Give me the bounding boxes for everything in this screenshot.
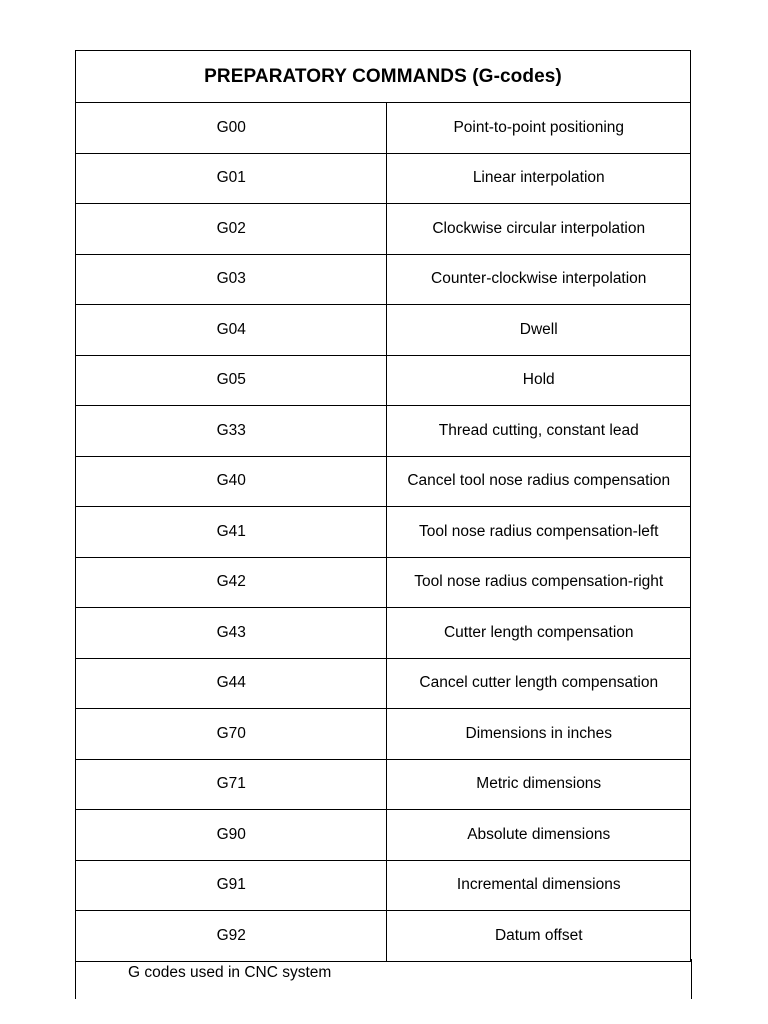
table-row: [76, 305, 691, 356]
g-code-cell: G02: [76, 204, 387, 255]
table-row: [76, 911, 691, 962]
description-cell: Clockwise circular interpolation: [387, 204, 691, 255]
description-cell: Cancel tool nose radius compensation: [387, 456, 691, 507]
description-cell: Tool nose radius compensation-left: [387, 507, 691, 558]
table-row: [76, 709, 691, 760]
table-row: [76, 103, 691, 154]
table-row: [76, 153, 691, 204]
description-cell: Point-to-point positioning: [387, 103, 691, 154]
description-cell: Cutter length compensation: [387, 608, 691, 659]
g-code-cell: G92: [76, 911, 387, 962]
g-code-cell: G01: [76, 153, 387, 204]
table-title: PREPARATORY COMMANDS (G-codes): [76, 51, 691, 103]
g-code-cell: G40: [76, 456, 387, 507]
g-code-cell: G43: [76, 608, 387, 659]
description-cell: Datum offset: [387, 911, 691, 962]
g-codes-table: [75, 50, 691, 962]
description-cell: Hold: [387, 355, 691, 406]
table-row: [76, 608, 691, 659]
description-cell: Dwell: [387, 305, 691, 356]
g-code-cell: G05: [76, 355, 387, 406]
g-code-cell: G03: [76, 254, 387, 305]
description-cell: Incremental dimensions: [387, 860, 691, 911]
table-row: [76, 456, 691, 507]
g-code-cell: G42: [76, 557, 387, 608]
description-cell: Dimensions in inches: [387, 709, 691, 760]
g-code-cell: G33: [76, 406, 387, 457]
description-cell: Metric dimensions: [387, 759, 691, 810]
table-row: [76, 204, 691, 255]
description-cell: Linear interpolation: [387, 153, 691, 204]
caption-box: [75, 959, 692, 999]
table-row: [76, 810, 691, 861]
table-row: [76, 254, 691, 305]
table-caption: G codes used in CNC system: [128, 964, 332, 981]
table-row: [76, 860, 691, 911]
description-cell: Tool nose radius compensation-right: [387, 557, 691, 608]
description-cell: Cancel cutter length compensation: [387, 658, 691, 709]
table-row: [76, 355, 691, 406]
table-body: [76, 103, 691, 962]
description-cell: Counter-clockwise interpolation: [387, 254, 691, 305]
g-code-cell: G44: [76, 658, 387, 709]
g-code-cell: G00: [76, 103, 387, 154]
table-row: [76, 406, 691, 457]
g-code-cell: G71: [76, 759, 387, 810]
g-code-cell: G70: [76, 709, 387, 760]
table-row: [76, 507, 691, 558]
table-row: [76, 658, 691, 709]
g-code-cell: G41: [76, 507, 387, 558]
table-row: [76, 759, 691, 810]
g-code-cell: G90: [76, 810, 387, 861]
table-title-row: [76, 51, 691, 103]
g-code-cell: G04: [76, 305, 387, 356]
g-code-cell: G91: [76, 860, 387, 911]
description-cell: Absolute dimensions: [387, 810, 691, 861]
description-cell: Thread cutting, constant lead: [387, 406, 691, 457]
table-row: [76, 557, 691, 608]
